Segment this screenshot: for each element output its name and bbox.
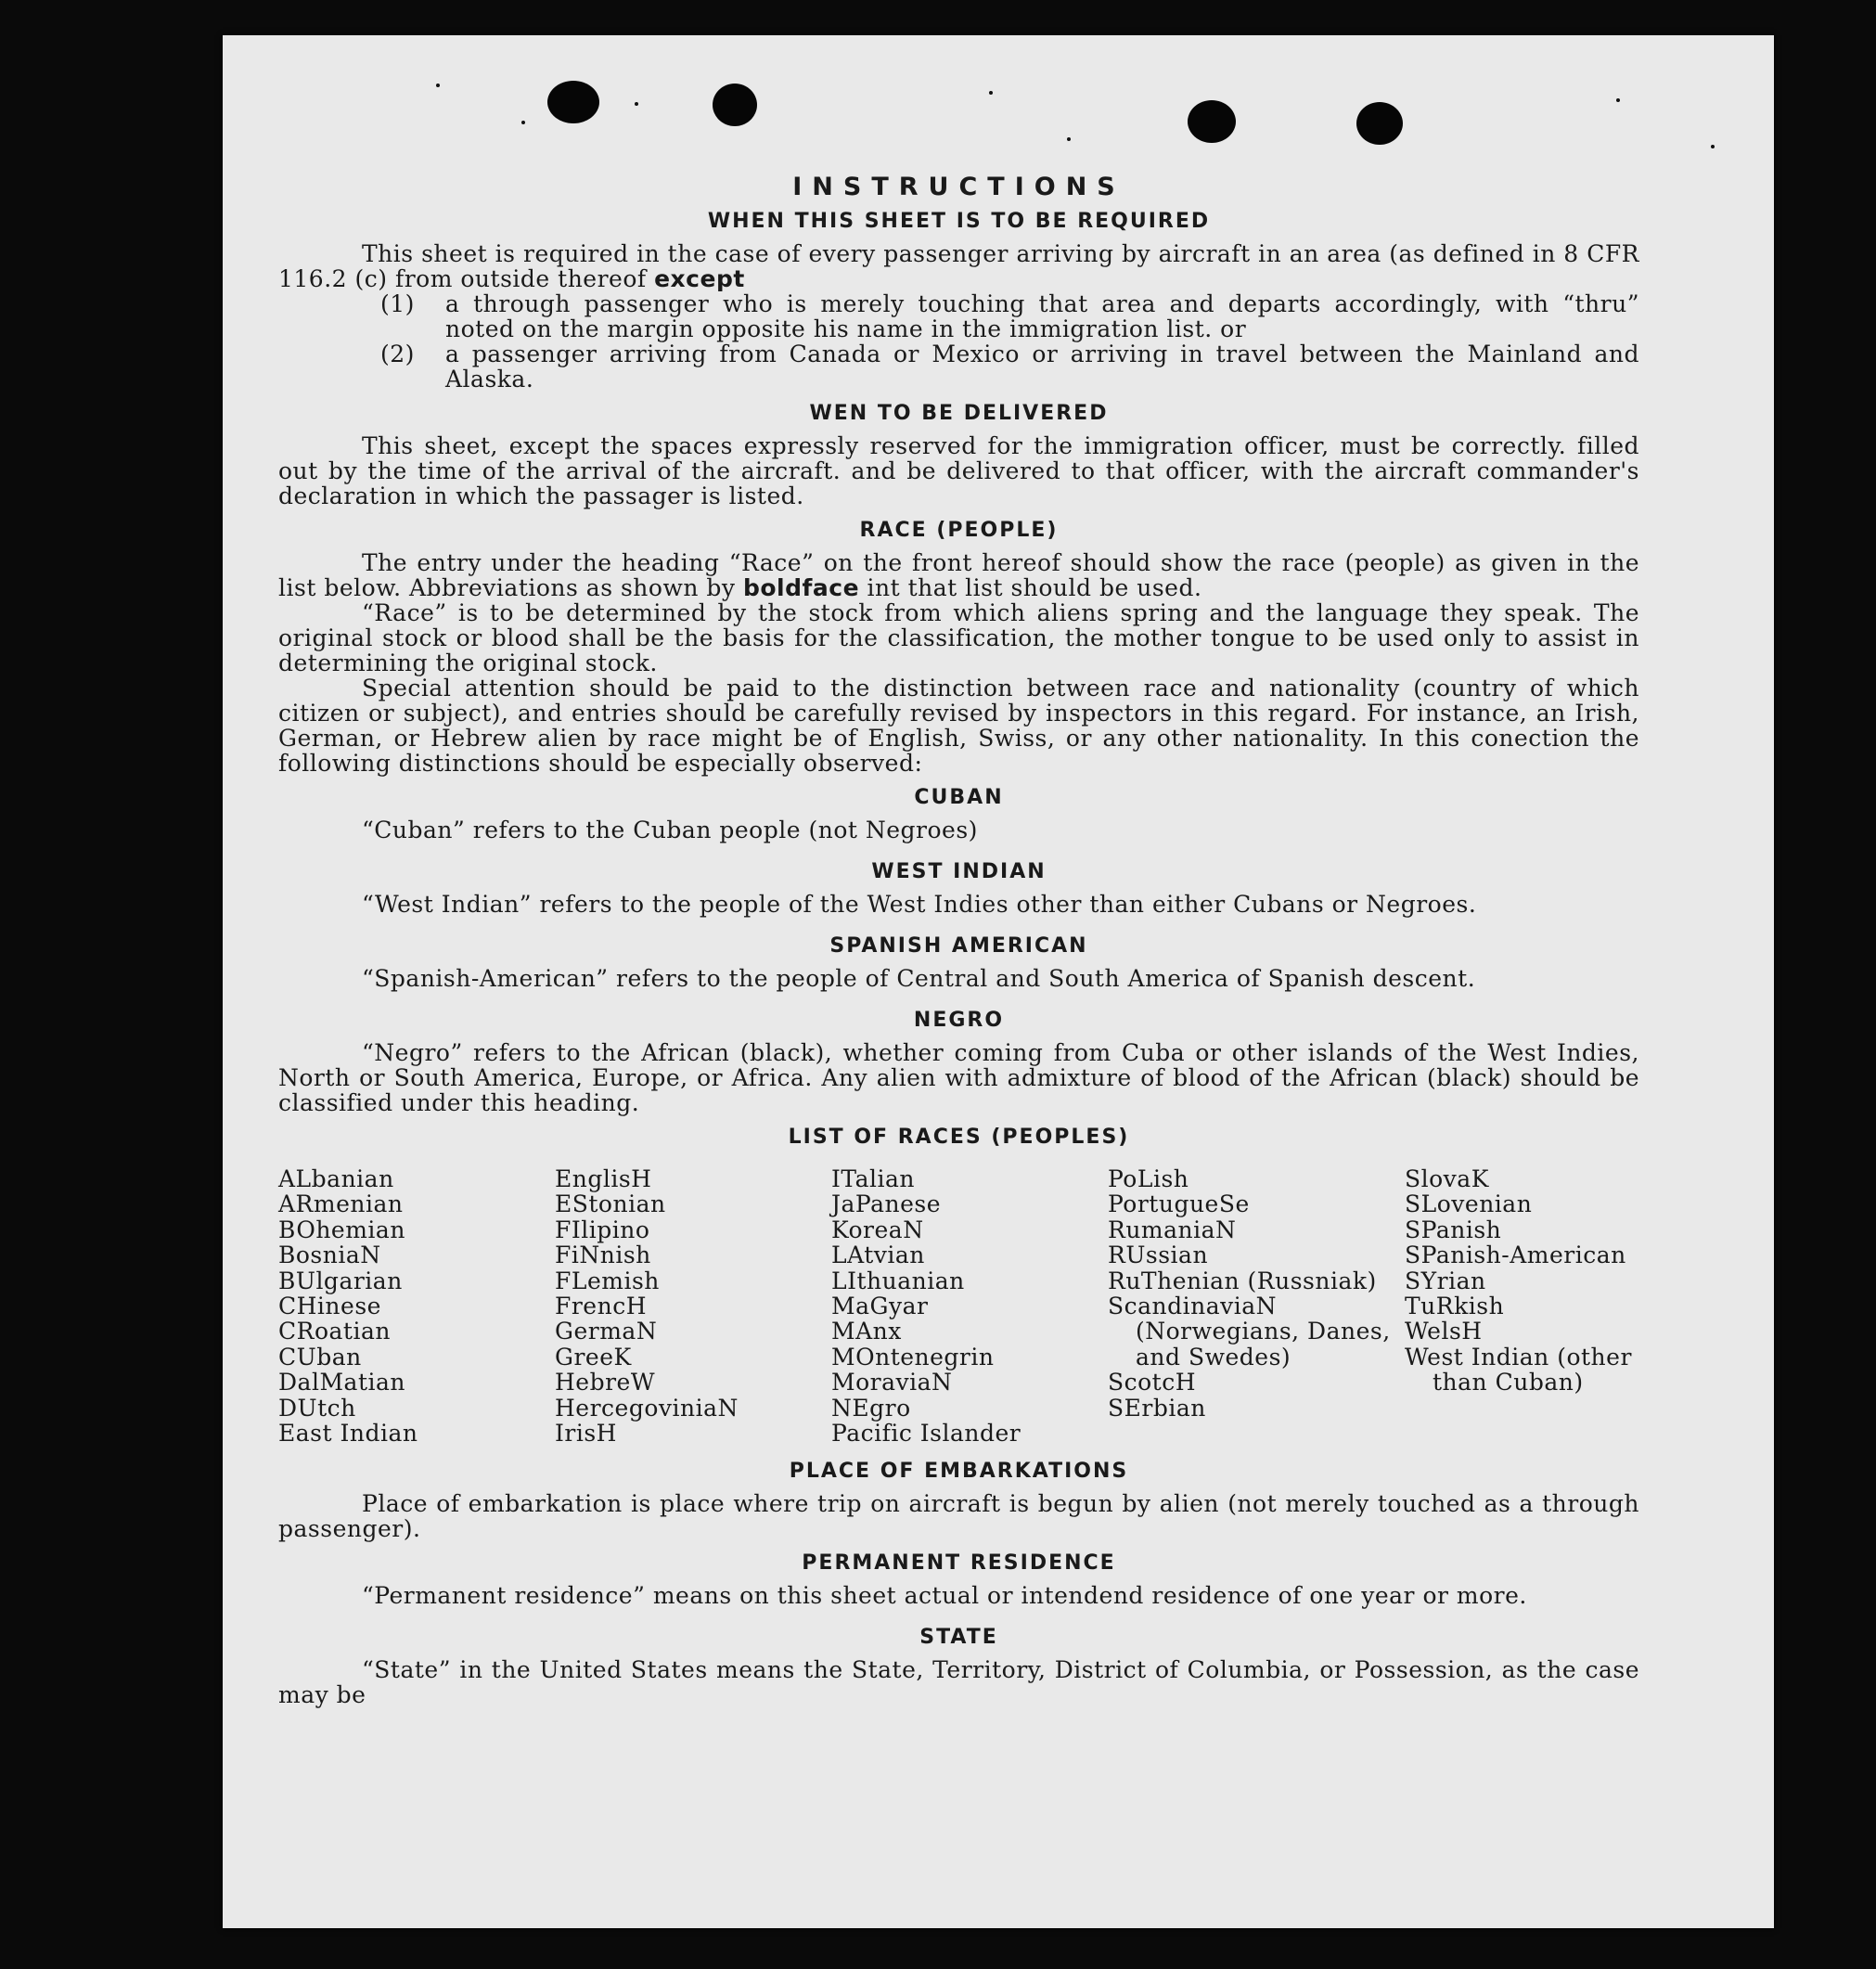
- page-title: INSTRUCTIONS: [792, 173, 1125, 201]
- race-item: FLemish: [555, 1267, 660, 1294]
- race-item: LIthuanian: [831, 1267, 965, 1294]
- race-item: GermaN: [555, 1318, 658, 1345]
- embarkation-text: Place of embarkation is place where trip on aircraft is begun by alien (not merely touched as a through passenger).: [278, 1490, 1639, 1543]
- cuban-text: “Cuban” refers to the Cuban people (not Negroes): [362, 817, 978, 843]
- document-body: [278, 174, 1639, 1707]
- section-heading-cuban: CUBAN: [914, 786, 1004, 809]
- race-item: RuThenian (Russniak): [1108, 1267, 1377, 1294]
- exception-list: [380, 291, 1639, 392]
- race-paragraph-1: The entry under the heading “Race” on the front hereof should show the race (people) as given in the list below. Abbreviations as shown by boldface int that list should be used.: [278, 549, 1639, 601]
- residence-text: “Permanent residence” means on this sheet actual or intendend residence of one year or more.: [362, 1582, 1527, 1610]
- punch-hole: [1356, 102, 1403, 145]
- race-paragraph-2: “Race” is to be determined by the stock from which aliens spring and the language they speak. The original stock or blood shall be the basis for the classification, the mother tongue to be used only to assist in determining the original stock.: [278, 599, 1639, 676]
- race-item: DUtch: [278, 1394, 356, 1422]
- race-item: EnglisH: [555, 1165, 652, 1192]
- race-item: BOhemian: [278, 1216, 405, 1243]
- speck: [521, 121, 525, 124]
- race-item: JaPanese: [831, 1190, 942, 1218]
- race-item: IrisH: [555, 1420, 617, 1448]
- race-column: [555, 1166, 831, 1446]
- section-heading-residence: PERMANENT RESIDENCE: [802, 1551, 1116, 1576]
- speck: [1711, 145, 1715, 148]
- race-item: SPanish-American: [1405, 1242, 1626, 1269]
- section-heading-negro: NEGRO: [913, 1009, 1005, 1032]
- race-item: CHinese: [278, 1293, 381, 1320]
- race-item: SLovenian: [1405, 1190, 1533, 1218]
- race-paragraph-3: Special attention should be paid to the distinction between race and nationality (country of which citizen or subject), and entries should be carefully revised by inspectors in this regard. For instance, an Irish, German, or Hebrew alien by race might be of English, Swiss, or any other nationality. In this conection the following distinctions should be especially observed:: [278, 675, 1639, 777]
- race-item: NEgro: [831, 1394, 911, 1422]
- race-item: FrencH: [555, 1293, 647, 1320]
- list-item: (2) a passenger arriving from Canada or Mexico or arriving in travel between the Mainland and Alaska.: [380, 341, 1639, 393]
- delivered-text: This sheet, except the spaces expressly reserved for the immigration officer, must be correctly. filled out by the time of the arrival of the aircraft. and be delivered to that officer, with the aircraft commander's declaration in which the passager is listed.: [278, 432, 1639, 509]
- race-item: ALbanian: [278, 1165, 394, 1192]
- when-required-intro: This sheet is required in the case of every passenger arriving by aircraft in an area (as defined in 8 CFR 116.2 (c) from outside thereof except: [278, 240, 1639, 292]
- race-item: FiNnish: [555, 1242, 651, 1269]
- race-item: MoraviaN: [831, 1369, 953, 1396]
- race-item: Pacific Islander: [831, 1420, 1022, 1448]
- race-item: ITalian: [831, 1165, 916, 1192]
- list-item: (1) a through passenger who is merely touching that area and departs accordingly, with “thru” noted on the margin opposite his name in the immigration list. or: [380, 290, 1639, 342]
- race-item: PortugueSe: [1108, 1190, 1250, 1218]
- race-item: SPanish: [1405, 1216, 1502, 1243]
- punch-hole: [1188, 100, 1236, 143]
- section-heading-list-of-races: LIST OF RACES (PEOPLES): [788, 1126, 1130, 1149]
- section-heading-west-indian: WEST INDIAN: [871, 860, 1047, 883]
- race-item: EStonian: [555, 1190, 666, 1218]
- section-heading-state: STATE: [919, 1626, 998, 1650]
- race-column: [1405, 1166, 1639, 1446]
- race-item: HebreW: [555, 1369, 656, 1396]
- race-item: PoLish: [1108, 1165, 1189, 1192]
- race-column: [1108, 1166, 1405, 1446]
- race-item: TuRkish: [1405, 1293, 1505, 1320]
- punch-hole: [713, 84, 757, 126]
- race-item: MaGyar: [831, 1293, 929, 1320]
- section-heading-race: RACE (PEOPLE): [859, 519, 1059, 542]
- section-heading-embarkation: PLACE OF EMBARKATIONS: [789, 1460, 1129, 1484]
- race-item: RUssian: [1108, 1242, 1209, 1269]
- race-item: SErbian: [1108, 1394, 1206, 1422]
- race-item: MAnx: [831, 1318, 902, 1345]
- speck: [635, 102, 638, 106]
- race-item: RumaniaN: [1108, 1216, 1237, 1243]
- document-sheet: [223, 35, 1774, 1928]
- race-item: LAtvian: [831, 1242, 925, 1269]
- race-item: MOntenegrin: [831, 1343, 995, 1371]
- section-heading-delivered: WEN TO BE DELIVERED: [809, 402, 1109, 425]
- speck: [989, 91, 993, 95]
- race-item: ARmenian: [278, 1190, 404, 1218]
- negro-text: “Negro” refers to the African (black), whether coming from Cuba or other islands of the West Indies, North or South America, Europe, or Africa. Any alien with admixture of blood of the African (black) should be classified under this heading.: [278, 1039, 1639, 1116]
- speck: [1067, 137, 1071, 141]
- section-heading-spanish-american: SPANISH AMERICAN: [829, 934, 1088, 958]
- speck: [1616, 98, 1620, 102]
- race-item: KoreaN: [831, 1216, 924, 1243]
- section-heading-when-required: WHEN THIS SHEET IS TO BE REQUIRED: [707, 210, 1211, 233]
- race-item: East Indian: [278, 1420, 418, 1448]
- race-item: GreeK: [555, 1343, 632, 1371]
- race-item: ScotcH: [1108, 1369, 1197, 1396]
- race-item: West Indian (other than Cuban): [1405, 1343, 1632, 1396]
- race-item: HercegoviniaN: [555, 1394, 739, 1422]
- race-item: ScandinaviaN (Norwegians, Danes, and Swedes): [1108, 1293, 1391, 1371]
- race-item: FIlipino: [555, 1216, 650, 1243]
- speck: [436, 84, 440, 87]
- race-column: [831, 1166, 1108, 1446]
- race-list: [278, 1166, 1639, 1446]
- race-item: SYrian: [1405, 1267, 1486, 1294]
- race-column: [278, 1166, 555, 1446]
- race-item: BosniaN: [278, 1242, 381, 1269]
- race-item: BUlgarian: [278, 1267, 403, 1294]
- race-item: WelsH: [1405, 1318, 1483, 1345]
- race-item: SlovaK: [1405, 1165, 1489, 1192]
- race-item: DalMatian: [278, 1369, 405, 1396]
- spanish-american-text: “Spanish-American” refers to the people of Central and South America of Spanish descent.: [362, 965, 1476, 992]
- west-indian-text: “West Indian” refers to the people of the West Indies other than either Cubans or Negroes.: [362, 891, 1477, 918]
- race-item: CRoatian: [278, 1318, 391, 1345]
- state-text: “State” in the United States means the State, Territory, District of Columbia, or Possession, as the case may be: [278, 1656, 1639, 1709]
- race-item: CUban: [278, 1343, 362, 1371]
- punch-hole: [547, 81, 599, 123]
